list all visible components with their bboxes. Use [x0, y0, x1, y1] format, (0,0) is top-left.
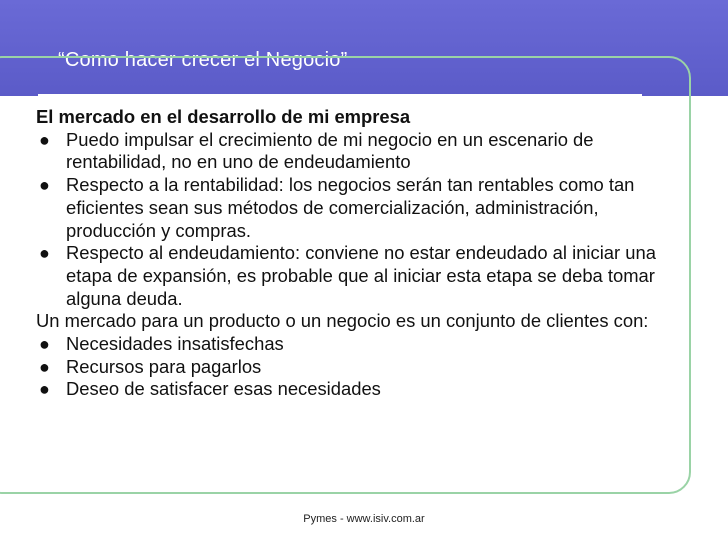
bullet-item	[36, 242, 686, 310]
slide-footer: Pymes - www.isiv.com.ar	[303, 513, 425, 525]
bullet-item	[36, 378, 686, 401]
bullet-item	[36, 174, 686, 242]
bullet-text: Deseo de satisfacer esas necesidades	[66, 378, 381, 400]
bullet-text: Puedo impulsar el crecimiento de mi negocio en un escenario de rentabilidad, no en uno de endeudamiento	[66, 128, 594, 173]
bullet-text: Recursos para pagarlos	[66, 355, 262, 377]
bullet-icon: ●	[39, 129, 50, 150]
bullet-item	[36, 356, 686, 379]
bullet-text: Respecto al endeudamiento: conviene no estar endeudado al iniciar una etapa de expansión, es probable que al iniciar esta etapa se deba tomar alguna deuda.	[66, 242, 656, 309]
bullet-text: Necesidades insatisfechas	[66, 333, 284, 355]
bullet-icon: ●	[39, 356, 50, 377]
body-paragraph: Un mercado para un producto o un negocio es un conjunto de clientes con:	[36, 310, 649, 332]
slide-title: “Como hacer crecer el Negocio”	[58, 49, 348, 71]
bullet-icon: ●	[39, 243, 50, 264]
slide-body	[36, 106, 686, 401]
bullet-item	[36, 129, 686, 174]
section-heading: El mercado en el desarrollo de mi empresa	[36, 106, 411, 127]
bullet-item	[36, 333, 686, 356]
bullet-text: Respecto a la rentabilidad: los negocios serán tan rentables como tan eficientes sean sus métodos de comercialización, administración, producción y compras.	[66, 174, 635, 241]
bullet-icon: ●	[39, 175, 50, 196]
bullet-icon: ●	[39, 379, 50, 400]
bullet-icon: ●	[39, 334, 50, 355]
